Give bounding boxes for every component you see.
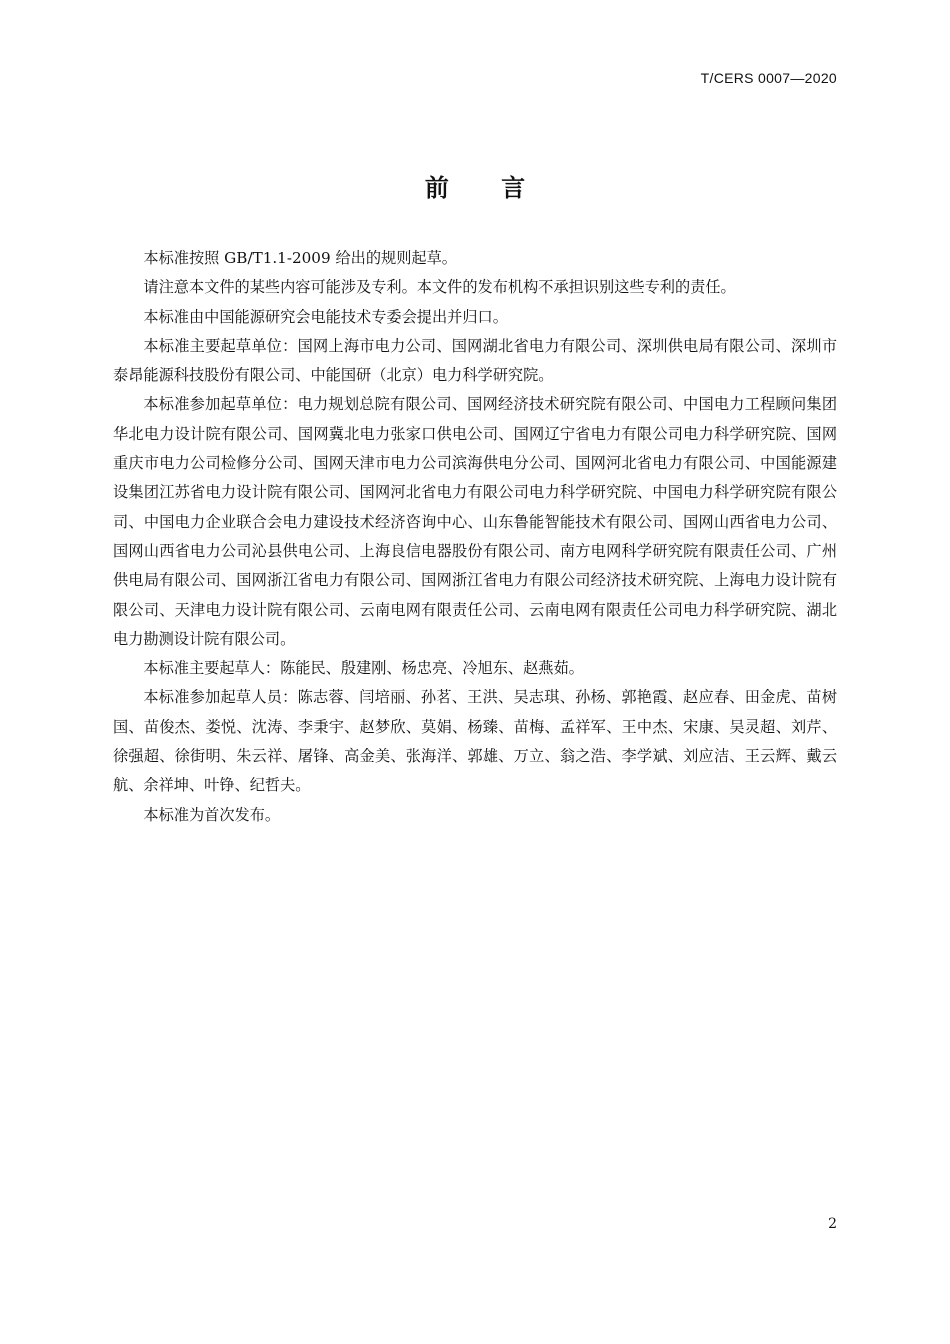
paragraph-main-drafters: 本标准主要起草人：陈能民、殷建刚、杨忠亮、冷旭东、赵燕茹。: [143, 659, 584, 678]
page-number: 2: [828, 1216, 837, 1232]
foreword-body: [113, 244, 837, 830]
paragraph-drafting-rules: 本标准按照 GB/T1.1-2009 给出的规则起草。: [143, 249, 457, 267]
standard-code: T/CERS 0007—2020: [700, 70, 837, 86]
paragraph-participating-units: 本标准参加起草单位：电力规划总院有限公司、国网经济技术研究院有限公司、中国电力工程顾问集团华北电力设计院有限公司、国网冀北电力张家口供电公司、国网辽宁省电力有限公司电力科学研究院、国网重庆市电力公司检修分公司、国网天津市电力公司滨海供电分公司、国网河北省电力有限公司、中国能源建设集团江苏省电力设计院有限公司、国网河北省电力有限公司电力科学研究院、中国电力科学研究院有限公司、中国电力企业联合会电力建设技术经济咨询中心、山东鲁能智能技术有限公司、国网山西省电力公司、国网山西省电力公司沁县供电公司、上海良信电器股份有限公司、南方电网科学研究院有限责任公司、广州供电局有限公司、国网浙江省电力有限公司、国网浙江省电力有限公司经济技术研究院、上海电力设计院有限公司、天津电力设计院有限公司、云南电网有限责任公司、云南电网有限责任公司电力科学研究院、湖北电力勘测设计院有限公司。: [113, 395, 837, 648]
paragraph-first-release: 本标准为首次发布。: [143, 805, 281, 824]
paragraph-patent-notice: 请注意本文件的某些内容可能涉及专利。本文件的发布机构不承担识别这些专利的责任。: [143, 278, 736, 297]
paragraph-main-drafting-units: 本标准主要起草单位：国网上海市电力公司、国网湖北省电力有限公司、深圳供电局有限公司、深圳市泰昂能源科技股份有限公司、中能国研（北京）电力科学研究院。: [113, 336, 837, 385]
page-title: 前 言: [424, 174, 548, 202]
paragraph-participating-drafters: 本标准参加起草人员：陈志蓉、闫培丽、孙茗、王洪、吴志琪、孙杨、郭艳霞、赵应春、田金虎、苗树国、苗俊杰、娄悦、沈涛、李秉宇、赵梦欣、莫娟、杨臻、苗梅、孟祥军、王中杰、宋康、吴灵超、刘芹、徐强超、徐街明、朱云祥、屠锋、高金美、张海洋、郭雄、万立、翁之浩、李学斌、刘应洁、王云辉、戴云航、余祥坤、叶铮、纪哲夫。: [113, 688, 837, 795]
paragraph-proposer: 本标准由中国能源研究会电能技术专委会提出并归口。: [143, 307, 508, 326]
